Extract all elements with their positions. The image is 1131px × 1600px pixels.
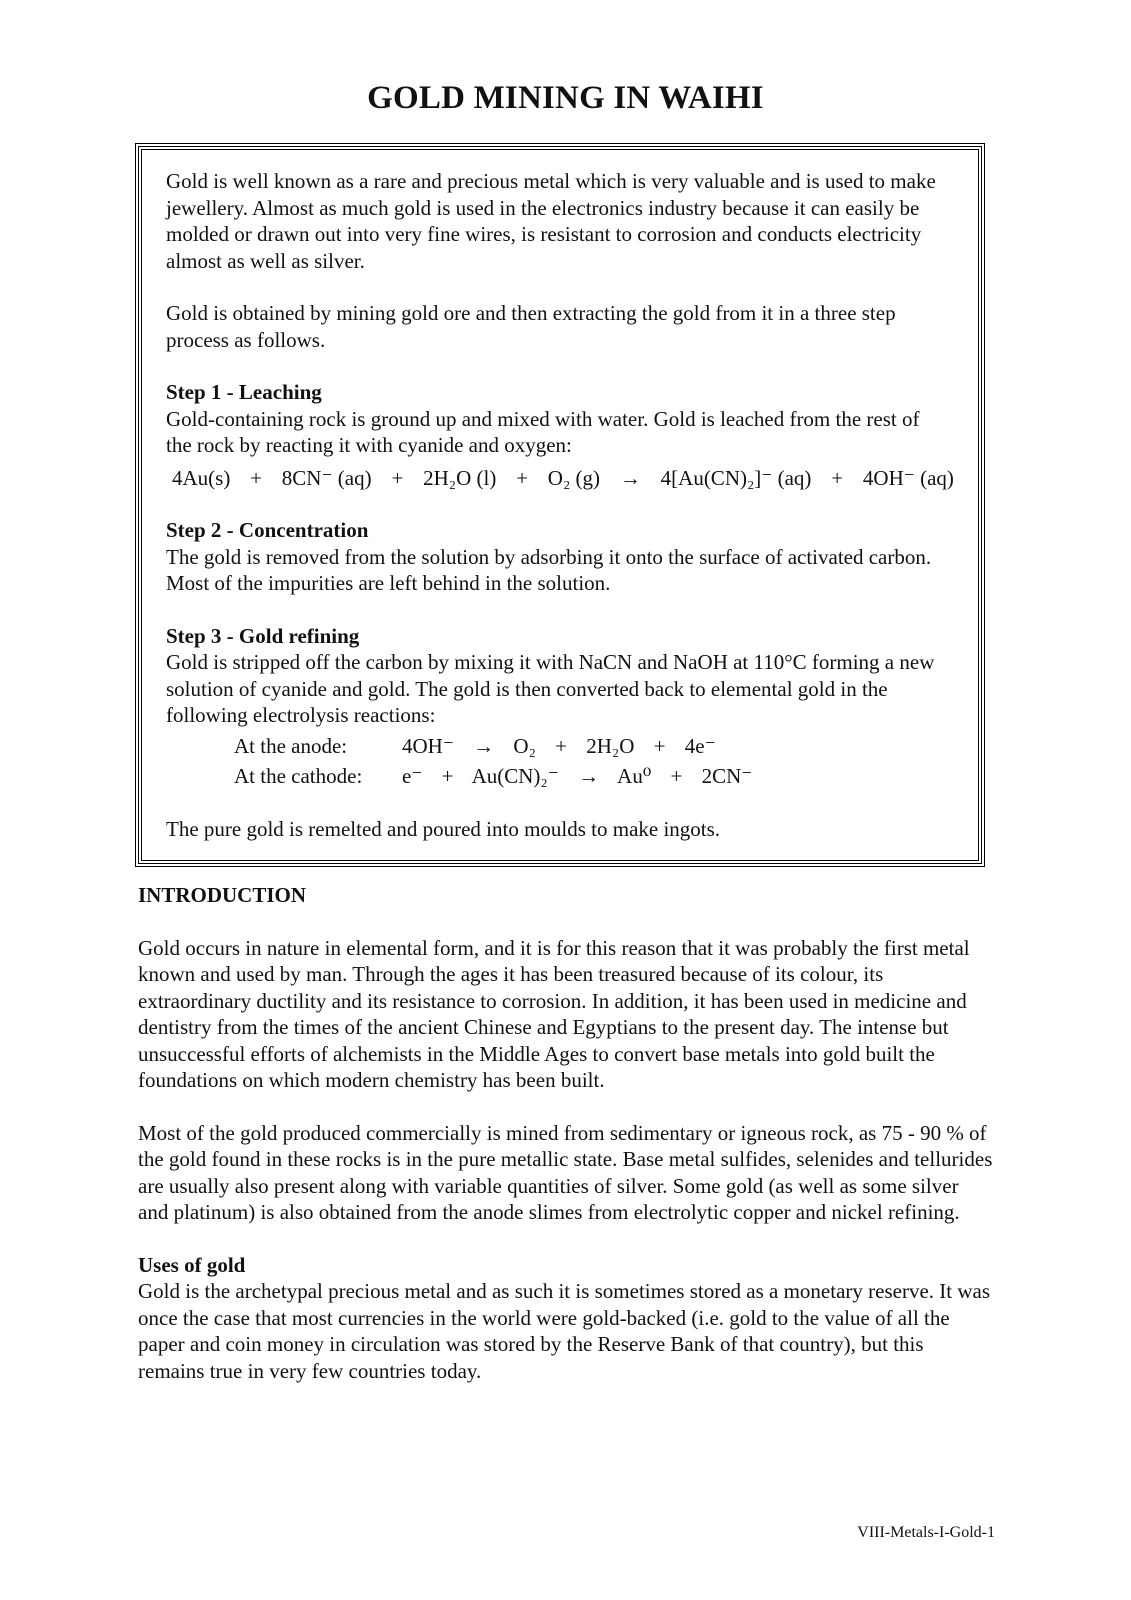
uses-heading: Uses of gold (138, 1252, 246, 1277)
cathode-reaction (166, 763, 950, 790)
step-3-title: Step 3 - Gold refining (166, 623, 360, 648)
eq-term: 4OH⁻ (aq) (862, 465, 954, 490)
uses-paragraph: Gold is the archetypal precious metal and as such it is sometimes stored as a monetary reserve. It was once the case that most currencies in the world were gold-backed (i.e. gold to the value of all the paper and coin money in circulation was stored by the Reserve Bank of that country), but this remains true in very few countries today. (138, 1279, 990, 1383)
eq-term: + (516, 465, 528, 490)
main-text (138, 882, 993, 1384)
intro-paragraph-2: Most of the gold produced commercially is mined from sedimentary or igneous rock, as 75 - 90 % of the gold found in these rocks is in the pure metallic state. Base metal sulfides, selenides and tellurides are usually also present along with variable quantities of silver. Some gold (as well as some silver and platinum) is also obtained from the anode slimes from electrolytic copper and nickel refining. (138, 1120, 993, 1224)
eq-term: O₂ (g) (547, 465, 601, 490)
eq-term: O₂ (513, 733, 536, 758)
summary-paragraph-1: Gold is well known as a rare and precious metal which is very valuable and is used to make jewellery. Almost as much gold is used in the electronics industry because it can easily be molded or drawn out into very fine wires, is resistant to corrosion and conducts electricity almost as well as silver. (166, 169, 936, 273)
leaching-equation (172, 465, 954, 492)
introduction-heading: INTRODUCTION (138, 883, 307, 907)
eq-arrow: → (473, 733, 495, 758)
step-2-text: The gold is removed from the solution by adsorbing it onto the surface of activated carbon. Most of the impurities are left behind in the solution. (166, 544, 932, 595)
eq-term: Au⁰ (617, 764, 652, 788)
eq-term: + (250, 465, 262, 490)
eq-term: 2H₂O (586, 733, 635, 758)
summary-box (138, 146, 982, 864)
eq-arrow: → (578, 764, 600, 788)
eq-term: 2CN⁻ (701, 764, 753, 788)
cathode-label: At the cathode: (234, 764, 363, 788)
step-1-text: Gold-containing rock is ground up and mixed with water. Gold is leached from the rest of the rock by reacting it with cyanide and oxygen: (166, 406, 920, 457)
eq-term: + (653, 733, 666, 758)
eq-term: + (670, 764, 683, 788)
eq-term: Au(CN)₂⁻ (471, 764, 559, 788)
summary-box-content (166, 168, 954, 842)
summary-paragraph-2: Gold is obtained by mining gold ore and then extracting the gold from it in a three step process as follows. (166, 301, 896, 352)
eq-term: + (391, 465, 404, 490)
page-footer: VIII-Metals-I-Gold-1 (857, 1524, 995, 1541)
summary-closing: The pure gold is remelted and poured into moulds to make ingots. (166, 816, 721, 841)
eq-term: 4OH⁻ (402, 733, 454, 758)
eq-arrow: → (619, 465, 641, 490)
eq-term: 4[Au(CN)₂]⁻ (aq) (660, 465, 812, 490)
eq-term: 4Au(s) (172, 465, 231, 490)
step-1-title: Step 1 - Leaching (166, 380, 322, 404)
intro-paragraph-1: Gold occurs in nature in elemental form, and it is for this reason that it was probably the first metal known and used by man. Through the ages it has been treasured because of its colour, its extraordinary ductility and its resistance to corrosion. In addition, it has been used in medicine and dentistry from the times of the ancient Chinese and Egyptians to the present day. The intense but unsuccessful efforts of alchemists in the Middle Ages to convert base metals into gold built the foundations on which modern chemistry has been built. (138, 935, 970, 1092)
eq-term: 8CN⁻ (aq) (281, 465, 372, 490)
eq-term: + (441, 764, 454, 788)
anode-label: At the anode: (234, 733, 348, 758)
eq-term: 2H₂O (l) (423, 465, 497, 490)
eq-term: + (831, 465, 844, 490)
step-3-text: Gold is stripped off the carbon by mixing it with NaCN and NaOH at 110°C forming a new solution of cyanide and gold. The gold is then converted back to elemental gold in the following electrolysis reactions: (166, 650, 935, 727)
step-2-title: Step 2 - Concentration (166, 518, 369, 542)
eq-term: + (555, 733, 568, 758)
anode-reaction (166, 733, 950, 760)
page-title: GOLD MINING IN WAIHI (367, 80, 764, 116)
eq-term: 4e⁻ (684, 733, 716, 758)
eq-term: e⁻ (402, 764, 423, 788)
